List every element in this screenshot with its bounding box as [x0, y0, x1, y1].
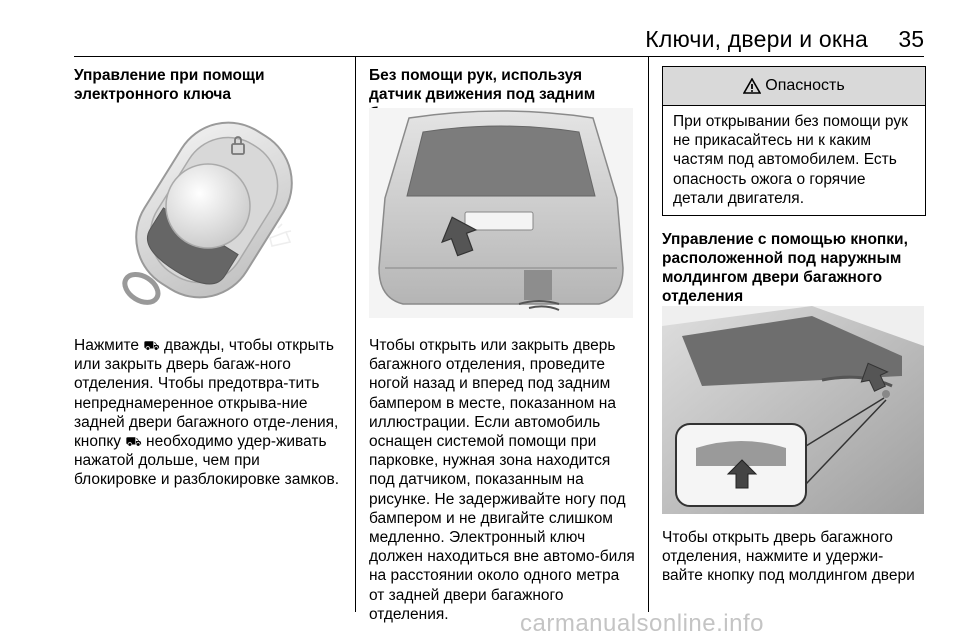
danger-warning-box — [662, 66, 926, 216]
trunk-key-icon-2: ⛟ — [125, 434, 142, 450]
button-instructions: Чтобы открыть дверь багажного отделения, нажмите и удержи-вайте кнопку под молдингом двери — [662, 529, 915, 585]
warning-triangle-icon — [743, 78, 761, 94]
watermark: carmanualsonline.info — [520, 610, 764, 637]
warning-header — [663, 67, 925, 106]
warning-title: Опасность — [765, 77, 845, 94]
warning-text: При открывании без помощи рук не прикасайтесь ни к каким частям под автомобилем. Есть опасность ожога о горячие детали двигателя. — [673, 113, 908, 207]
section-heading-key: Управление при помощи электронного ключа — [74, 67, 265, 103]
key-instructions: Нажмите ⛟ дважды, чтобы открыть или закрыть дверь багаж-ного отделения. Чтобы предотвра-тить непреднамеренное открыва-ние задней двери багажного отде-ления, кнопку ⛟ необходимо удер-живать нажатой дольше, чем при блокировке и разблокировке замков. — [74, 337, 340, 489]
page-title: Ключи, двери и окна — [645, 26, 868, 52]
hands-free-instructions: Чтобы открыть или закрыть дверь багажного отделения, проведите ногой назад и вперед под задним бампером в месте, показанном на иллюстрации. Если автомобиль оснащен системой помощи при парковке, нужная зона находится под датчиком, показанным на рисунке. Не задерживайте ногу под бампером и не двигайте слишком медленно. Электронный ключ должен находиться вне автомо-биля на расстоянии около одного метра от задней двери багажного отделения. — [369, 337, 635, 623]
column-divider-1 — [355, 57, 356, 612]
column-divider-2 — [648, 57, 649, 612]
section-heading-hands-free: Без помощи рук, используя датчик движения под задним — [369, 67, 596, 103]
column-button — [662, 0, 924, 642]
rear-bumper-sensor-illustration — [369, 108, 633, 318]
section-heading-button: Управление с помощью кнопки, расположенной под наружным молдингом двери багажного отделения — [662, 231, 908, 305]
tailgate-button-illustration — [662, 306, 924, 514]
column-hands-free — [369, 0, 637, 642]
trunk-key-icon: ⛟ — [143, 338, 160, 353]
page-number: 35 — [898, 26, 924, 52]
key-fob-illustration — [74, 110, 340, 320]
column-electronic-key — [74, 0, 342, 642]
